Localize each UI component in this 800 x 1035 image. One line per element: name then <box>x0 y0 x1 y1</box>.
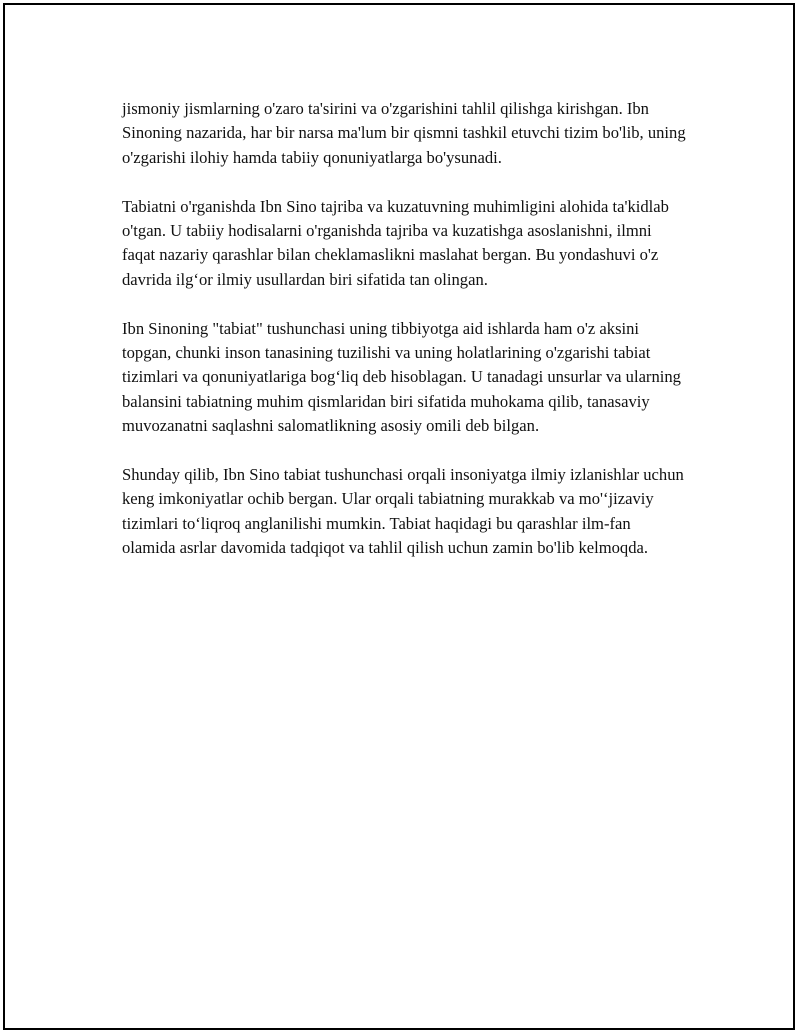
paragraph-3: Ibn Sinoning "tabiat" tushunchasi uning tibbiyotga aid ishlarda ham o'z aksini topgan, chunki inson tanasining tuzilishi va uning holatlarining o'zgarishi tabiat tizimlari va qonuniyatlariga bog‘liq deb hisoblagan. U tanadagi unsurlar va ularning balansini tabiatning muhim qismlaridan biri sifatida muhokama qilib, tanasaviy muvozanatni saqlashni salomatlikning asosiy omili deb bilgan. <box>122 318 681 436</box>
paragraph-2: Tabiatni o'rganishda Ibn Sino tajriba va kuzatuvning muhimligini alohida ta'kidlab o'tgan. U tabiiy hodisalarni o'rganishda tajriba va kuzatishga asoslanishni, ilmni faqat nazariy qarashlar bilan cheklamaslikni maslahat bergan. Bu yondashuvi o'z davrida ilg‘or ilmiy usullardan biri sifatida tan olingan. <box>122 196 669 289</box>
page-content <box>122 97 687 585</box>
paragraph-4: Shunday qilib, Ibn Sino tabiat tushunchasi orqali insoniyatga ilmiy izlanishlar uchun keng imkoniyatlar ochib bergan. Ular orqali tabiatning murakkab va mo'‘jizaviy tizimlari to‘liqroq anglanilishi mumkin. Tabiat haqidagi bu qarashlar ilm-fan olamida asrlar davomida tadqiqot va tahlil qilish uchun zamin bo'lib kelmoqda. <box>122 465 684 558</box>
paragraph-1: jismoniy jismlarning o'zaro ta'sirini va o'zgarishini tahlil qilishga kirishgan. Ibn Sinoning nazarida, har bir narsa ma'lum bir qismni tashkil etuvchi tizim bo'lib, uning o'zgarishi ilohiy hamda tabiiy qonuniyatlarga bo'ysunadi. <box>122 99 686 167</box>
page-frame <box>3 3 795 1030</box>
